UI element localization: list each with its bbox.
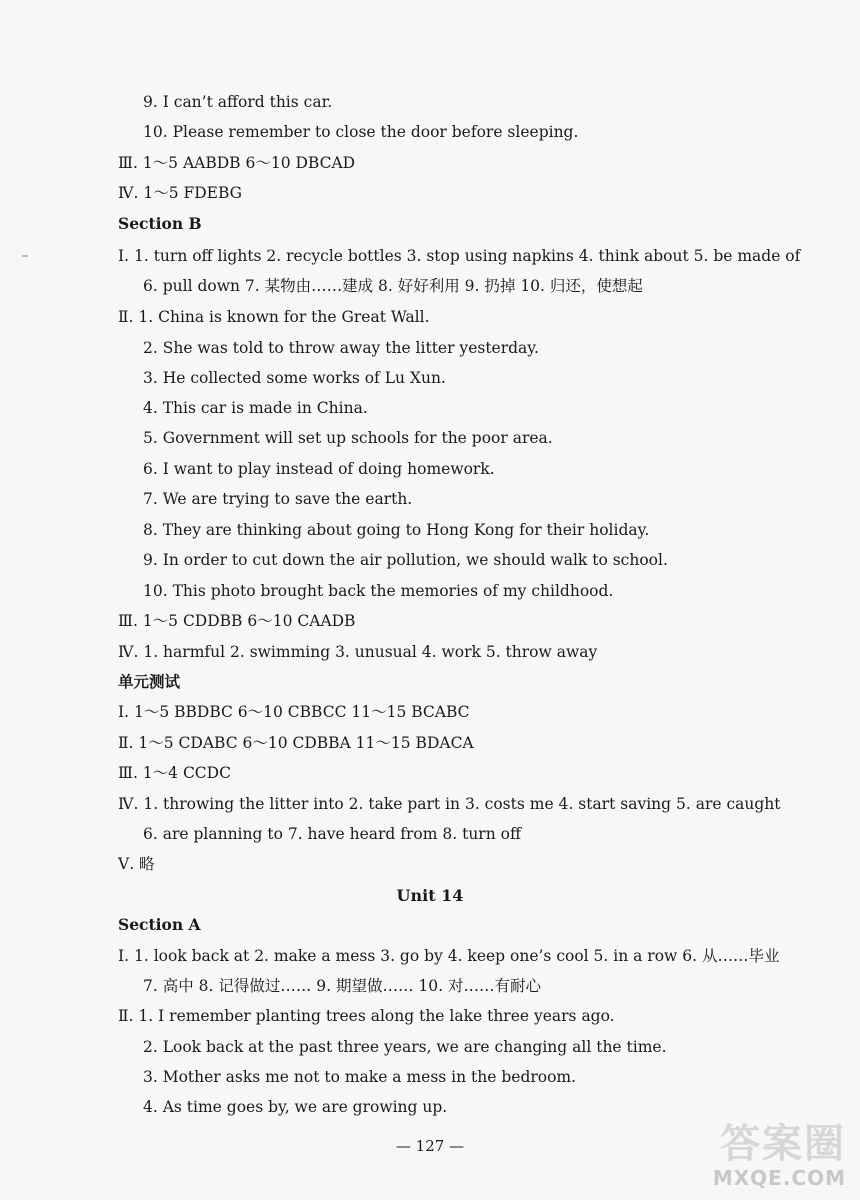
- answer-line: 8. They are thinking about going to Hong Kong for their holiday.: [143, 521, 650, 539]
- answer-line: 5. Government will set up schools for the poor area.: [143, 429, 553, 447]
- answer-line: 2. She was told to throw away the litter yesterday.: [143, 339, 539, 357]
- answer-line: Ⅳ. 1～5 FDEBG: [118, 184, 243, 202]
- answer-line: Ⅰ. 1. turn off lights 2. recycle bottles 3. stop using napkins 4. think about 5. be made of: [118, 247, 801, 265]
- watermark-logo: 答案圈: [720, 1121, 846, 1167]
- answer-line: Ⅱ. 1. China is known for the Great Wall.: [118, 308, 430, 326]
- answer-line: 6. are planning to 7. have heard from 8. turn off: [143, 825, 521, 843]
- answer-line: 6. pull down 7. 某物由……建成 8. 好好利用 9. 扔掉 10. 归还，使想起: [143, 277, 643, 295]
- answer-line: Ⅲ. 1～5 CDDBB 6～10 CAADB: [118, 612, 356, 630]
- answer-line: Ⅳ. 1. throwing the litter into 2. take part in 3. costs me 4. start saving 5. are caught: [118, 795, 781, 813]
- answer-line: Ⅱ. 1～5 CDABC 6～10 CDBBA 11～15 BDACA: [118, 734, 474, 752]
- watermark-url: MXQE.COM: [712, 1166, 846, 1190]
- scan-mark: [22, 255, 28, 257]
- answer-line: 6. I want to play instead of doing homework.: [143, 460, 495, 478]
- answer-line: 4. This car is made in China.: [143, 399, 368, 417]
- answer-line: 2. Look back at the past three years, we are changing all the time.: [143, 1038, 667, 1056]
- answer-line: Ⅰ. 1. look back at 2. make a mess 3. go by 4. keep one’s cool 5. in a row 6. 从……毕业: [118, 947, 780, 965]
- section-heading: Section B: [118, 214, 202, 233]
- answer-line: 10. Please remember to close the door before sleeping.: [143, 123, 579, 141]
- answer-line: Ⅱ. 1. I remember planting trees along the lake three years ago.: [118, 1007, 615, 1025]
- answer-line: 9. I can’t afford this car.: [143, 93, 333, 111]
- answer-line: 7. We are trying to save the earth.: [143, 490, 413, 508]
- answer-line: Ⅳ. 1. harmful 2. swimming 3. unusual 4. work 5. throw away: [118, 643, 598, 661]
- answer-line: 3. Mother asks me not to make a mess in the bedroom.: [143, 1068, 577, 1086]
- answer-line: 9. In order to cut down the air pollution, we should walk to school.: [143, 551, 668, 569]
- section-heading: Section A: [118, 915, 201, 934]
- answer-line: 4. As time goes by, we are growing up.: [143, 1098, 448, 1116]
- answer-line: Ⅴ. 略: [118, 855, 155, 873]
- answer-line: Ⅰ. 1～5 BBDBC 6～10 CBBCC 11～15 BCABC: [118, 703, 470, 721]
- watermark: [713, 1122, 846, 1190]
- answer-line: Ⅲ. 1～4 CCDC: [118, 764, 231, 782]
- page-number: — 127 —: [395, 1137, 465, 1155]
- answer-line: 7. 高中 8. 记得做过…… 9. 期望做…… 10. 对……有耐心: [143, 977, 542, 995]
- answer-line: 10. This photo brought back the memories of my childhood.: [143, 582, 614, 600]
- answer-line: Ⅲ. 1～5 AABDB 6～10 DBCAD: [118, 154, 356, 172]
- unit-title: Unit 14: [396, 886, 464, 905]
- answer-line: 3. He collected some works of Lu Xun.: [143, 369, 446, 387]
- section-heading: 单元测试: [118, 672, 181, 691]
